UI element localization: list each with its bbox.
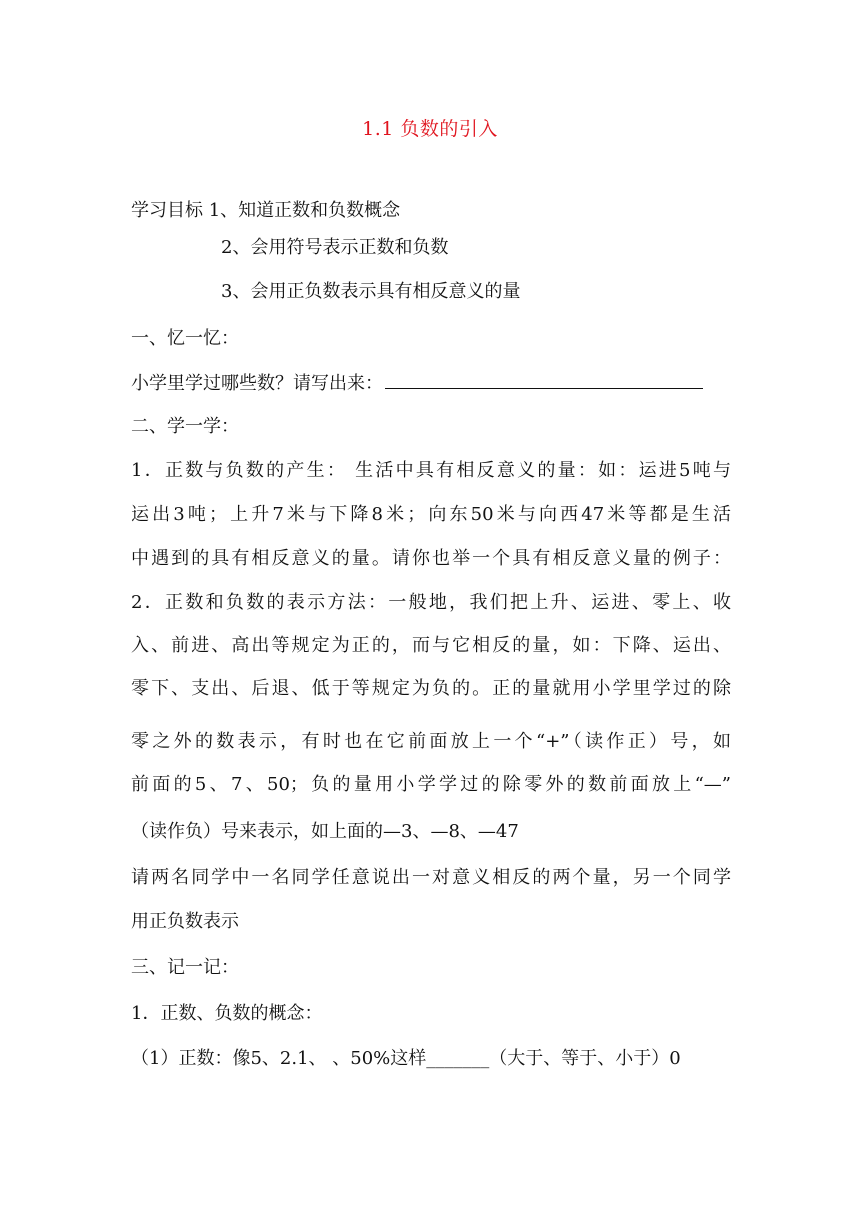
positive-number-definition: （1）正数：像5、2.1、 、50%这样_______（大于、等于、小于）0 <box>131 1048 681 1069</box>
answer-blank <box>385 370 703 389</box>
concept-heading: 1．正数、负数的概念： <box>131 1003 323 1024</box>
paragraph-line: 1．正数与负数的产生： 生活中具有相反意义的量：如：运进5吨与 <box>131 460 731 481</box>
learning-goal-1: 学习目标 1、知道正数和负数概念 <box>131 200 401 221</box>
recall-question-line <box>131 370 731 396</box>
document-title: 1.1 负数的引入 <box>362 118 498 140</box>
section-heading-recall: 一、忆一忆： <box>131 328 239 349</box>
section-heading-learn: 二、学一学： <box>131 416 239 437</box>
paragraph-line: 中遇到的具有相反意义的量。请你也举一个具有相反意义量的例子： <box>131 548 731 569</box>
paragraph-line: 运出3吨；上升7米与下降8米；向东50米与向西47米等都是生活 <box>131 504 731 525</box>
paragraph-line: （读作负）号来表示，如上面的—3、—8、—47 <box>131 821 519 842</box>
paragraph-line: 零之外的数表示，有时也在它前面放上一个“+”（读作正）号，如 <box>131 731 731 752</box>
recall-question: 小学里学过哪些数？请写出来： <box>131 373 383 394</box>
paragraph-line: 请两名同学中一名同学任意说出一对意义相反的两个量，另一个同学 <box>131 867 731 888</box>
paragraph-line: 用正负数表示 <box>131 911 239 932</box>
section-heading-remember: 三、记一记： <box>131 957 239 978</box>
paragraph-line: 入、前进、高出等规定为正的，而与它相反的量，如：下降、运出、 <box>131 635 731 656</box>
learning-goal-3: 3、会用正负数表示具有相反意义的量 <box>221 281 521 302</box>
paragraph-line: 2．正数和负数的表示方法：一般地，我们把上升、运进、零上、收 <box>131 592 731 613</box>
learning-goal-2: 2、会用符号表示正数和负数 <box>221 237 449 258</box>
paragraph-line: 零下、支出、后退、低于等规定为负的。正的量就用小学里学过的除 <box>131 678 731 699</box>
paragraph-line: 前面的5、7、50；负的量用小学学过的除零外的数前面放上“—” <box>131 774 731 795</box>
